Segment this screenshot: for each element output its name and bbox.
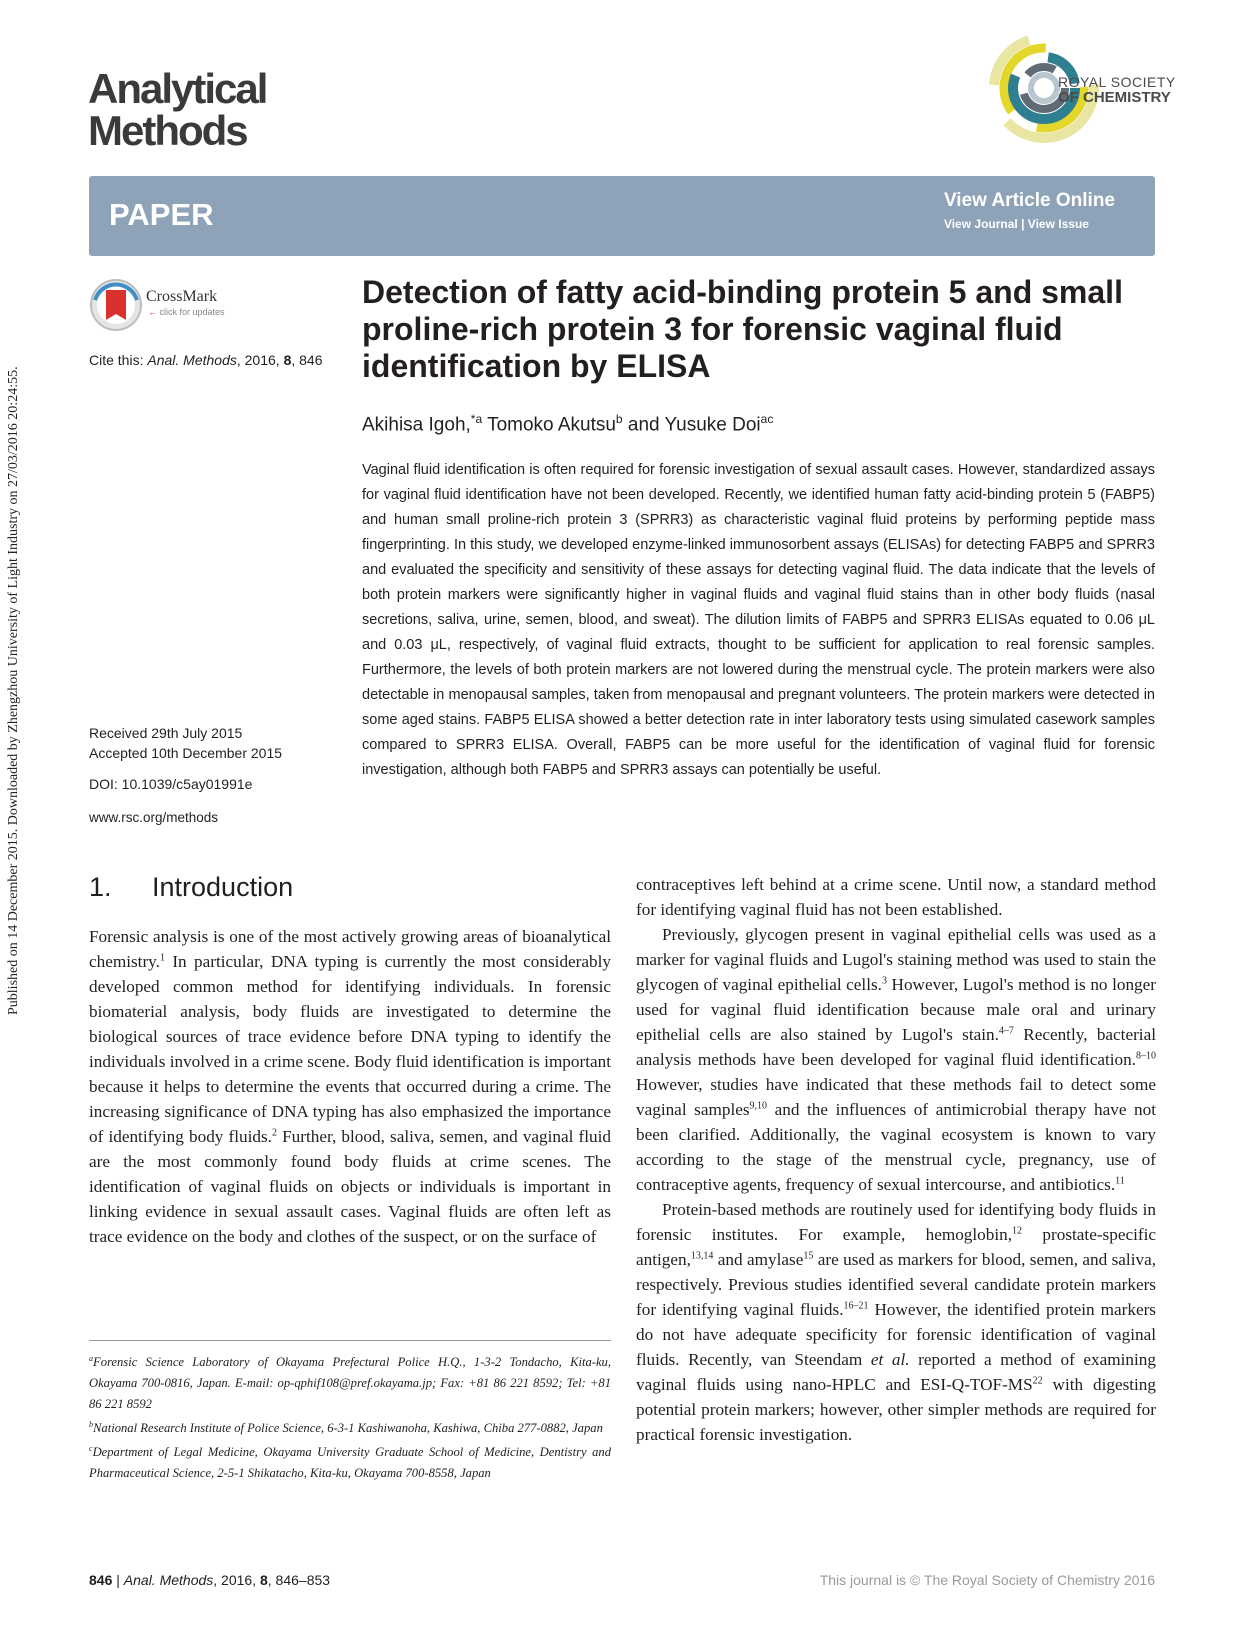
cite-page: , 846 [291,352,323,368]
text-run: Previously, glycogen present in vaginal epithelial cells was used as a marker for vaginal fluids and Lugol's staining method was used to stain the glycogen of vaginal epithelial cells. [636,925,1156,994]
footer-pages: , 846–853 [267,1572,331,1588]
footnote-mark: a [89,1353,93,1363]
text-run: Further, blood, saliva, semen, and vaginal fluid are the most commonly found body fluids at crime scenes. The identification of vaginal fluids on objects or individuals is important in linking evidence in sexual assault cases. Vaginal fluids are often left as trace evidence on the body and clothes of the suspect, or on the surface of [89,1127,611,1246]
footnote-mark: c [89,1443,93,1453]
body-paragraph: contraceptives left behind at a crime scene. Until now, a standard method for identifying vaginal fluid has not been established. [636,875,1156,919]
citation-ref[interactable]: 12 [1012,1225,1023,1237]
rsc-line1: ROYAL SOCIETY [1058,74,1176,90]
text-run: prostate-specific antigen, [636,1225,1156,1269]
footnote [89,1418,611,1439]
author-1[interactable]: Akihisa Igoh, [362,414,471,436]
cite-prefix: Cite this: [89,352,148,368]
author-2-affil: b [615,412,623,426]
banner-links [944,190,1115,231]
citation-ref[interactable]: 13,14 [690,1250,714,1262]
download-watermark: Published on 14 December 2015. Downloaded by Zhengzhou University of Light Industry on 27/03/2016 20:24:55. [6,366,21,1015]
author-3-affil: ac [760,412,774,426]
footnote [89,1352,611,1415]
crossmark-icon[interactable] [89,278,143,332]
citation-ref[interactable]: 4–7 [998,1025,1014,1037]
text-run: Recently, bacterial analysis methods have been developed for vaginal fluid identification. [636,1025,1156,1069]
cite-year: , 2016, [236,352,284,368]
author-list [362,412,773,436]
journal-title-line1: Analytical [88,65,267,112]
crossmark-sub[interactable] [148,307,225,317]
crossmark-label[interactable]: CrossMark [146,288,218,305]
text-run: In particular, DNA typing is currently the most considerably developed common method for identifying individuals. In forensic biomaterial analysis, body fluids are investigated to determine the biological sources of trace evidence before DNA typing to identify the individuals involved in a crime scene. Body fluid identification is important because it helps to determine the events that occurred during a crime. The increasing significance of DNA typing has also emphasized the importance of identifying body fluids. [89,952,611,1146]
text-run: Forensic analysis is one of the most actively growing areas of bioanalytical chemistry. [89,927,611,971]
footnote-text: Department of Legal Medicine, Okayama University Graduate School of Medicine, Dentistry and Pharmaceutical Science, 2-5-1 Shikatacho, Kita-ku, Okayama 700-8558, Japan [89,1445,611,1480]
abstract: Vaginal fluid identification is often required for forensic investigation of sexual assault cases. However, standardized assays for vaginal fluid identification have not been developed. Recently, we identified human fatty acid-binding protein 5 (FABP5) and human small proline-rich protein 3 (SPRR3) as characteristic vaginal fluid proteins by performing peptide mass fingerprinting. In this study, we developed enzyme-linked immunosorbent assays (ELISAs) for detecting FABP5 and SPRR3 and evaluated the specificity and sensitivity of these assays for detecting vaginal fluid. The data indicate that the levels of both protein markers were significantly higher in vaginal fluids and vaginal fluid stains than in other body fluids (nasal secretions, saliva, urine, semen, blood, and sweat). The dilution limits of FABP5 and SPRR3 ELISAs equated to 0.06 μL and 0.03 μL, respectively, of vaginal fluid extracts, thought to be sufficient for application to real forensic samples. Furthermore, the levels of both protein markers are not lowered during the menstrual cycle. The protein markers were also detectable in menopausal samples, taken from menopausal and pregnant volunteers. The protein markers were detected in some aged stains. FABP5 ELISA showed a better detection rate in inter laboratory tests using simulated casework samples compared to SPRR3 ELISA. Overall, FABP5 can be more useful for the identification of vaginal fluid for forensic investigation, although both FABP5 and SPRR3 assays can potentially be useful. [362,462,1155,778]
author-2[interactable]: Tomoko Akutsu [482,414,616,436]
citation-ref[interactable]: 22 [1032,1375,1043,1387]
text-run: However, the identified protein markers do not have adequate specificity for forensic identification of vaginal fluids. Recently, van Steendam [636,1300,1156,1369]
view-issue-link[interactable]: View Issue [1027,217,1089,231]
footer-journal: Anal. Methods [123,1572,214,1588]
footer-volume: 8 [259,1572,268,1588]
text-run: are used as markers for blood, semen, and saliva, respectively. Previous studies identified several candidate protein markers for identifying vaginal fluids. [636,1250,1156,1319]
citation-ref[interactable]: 11 [1115,1175,1125,1187]
accepted-date: Accepted 10th December 2015 [89,745,283,761]
doi[interactable]: DOI: 10.1039/c5ay01991e [89,776,253,792]
page-footer-citation [89,1572,330,1588]
body-paragraph [636,1197,1156,1447]
body-column-right [636,872,1156,1447]
view-journal-link[interactable]: View Journal [943,217,1018,231]
author-3[interactable]: and Yusuke Doi [622,414,761,436]
citation-ref[interactable]: 15 [803,1250,814,1262]
text-run: with digesting potential protein markers; however, other simpler methods are required for practical forensic investigation. [636,1375,1156,1444]
footnote [89,1442,611,1484]
text-run: However, studies have indicated that these methods fail to detect some vaginal samples [636,1075,1156,1119]
footnote-text: National Research Institute of Police Science, 6-3-1 Kashiwanoha, Kashiwa, Chiba 277-0882, Japan [93,1421,603,1435]
text-run-italic: et al. [870,1350,910,1369]
cite-journal: Anal. Methods [147,352,237,368]
body-column-left [89,924,611,1249]
footer-sep: | [112,1572,124,1588]
body-paragraph [89,924,611,1249]
text-run: reported a method of examining vaginal fluids using nano-HPLC and ESI-Q-TOF-MS [636,1350,1156,1394]
article-title: Detection of fatty acid-binding protein 5 and small proline-rich protein 3 for forensic vaginal fluid identification by ELISA [362,274,1123,384]
page-number: 846 [89,1572,113,1588]
crossmark-sub-text: click for updates [159,307,225,317]
text-run: and amylase [713,1250,804,1269]
footnote-divider [89,1340,611,1341]
citation-ref[interactable]: 8–10 [1136,1050,1156,1062]
text-run: Protein-based methods are routinely used for identifying body fluids in forensic institutes. For example, hemoglobin, [636,1200,1156,1244]
body-paragraph [636,922,1156,1197]
footer-year: , 2016, [213,1572,260,1588]
author-1-affil: *a [470,412,483,426]
cite-volume: 8 [283,352,292,368]
cite-this [89,352,323,368]
section-heading-introduction: 1. Introduction [89,872,294,902]
affiliation-footnotes [89,1352,611,1487]
text-run: However, Lugol's method is no longer used for vaginal fluid identification because male oral and urinary epithelial cells are also stained by Lugol's stain. [636,975,1156,1044]
citation-ref[interactable]: 16–21 [843,1300,869,1312]
rsc-logo-text [1058,74,1176,106]
arrow-left-icon: ← [148,307,157,317]
link-separator: | [1021,217,1025,231]
journal-title[interactable] [88,65,267,154]
article-type-label: PAPER [109,197,214,232]
text-run: and the influences of antimicrobial therapy have not been clarified. Additionally, the vaginal ecosystem is known to vary according to the stage of the menstrual cycle, pregnancy, use of contraceptive agents, frequency of sexual intercourse, and antibiotics. [636,1100,1156,1194]
citation-ref[interactable]: 3 [881,975,887,987]
journal-url[interactable]: www.rsc.org/methods [89,810,219,825]
footnote-text: Forensic Science Laboratory of Okayama Prefectural Police H.Q., 1-3-2 Tondacho, Kita-ku, Okayama 700-0816, Japan. E-mail: op-qphif108@pref.okayama.jp; Fax: +81 86 221 8592; Tel: +81 86 221 8592 [89,1355,611,1411]
citation-ref[interactable]: 2 [271,1127,277,1139]
rsc-line2: OF CHEMISTRY [1058,89,1171,106]
copyright-notice: This journal is © The Royal Society of Chemistry 2016 [819,1572,1155,1588]
citation-ref[interactable]: 1 [159,952,165,964]
received-date: Received 29th July 2015 [89,725,243,741]
journal-title-line2: Methods [88,107,247,154]
article-banner [89,176,1155,256]
footnote-mark: b [89,1419,93,1429]
view-article-online-link[interactable]: View Article Online [943,190,1115,211]
citation-ref[interactable]: 9,10 [749,1100,768,1112]
